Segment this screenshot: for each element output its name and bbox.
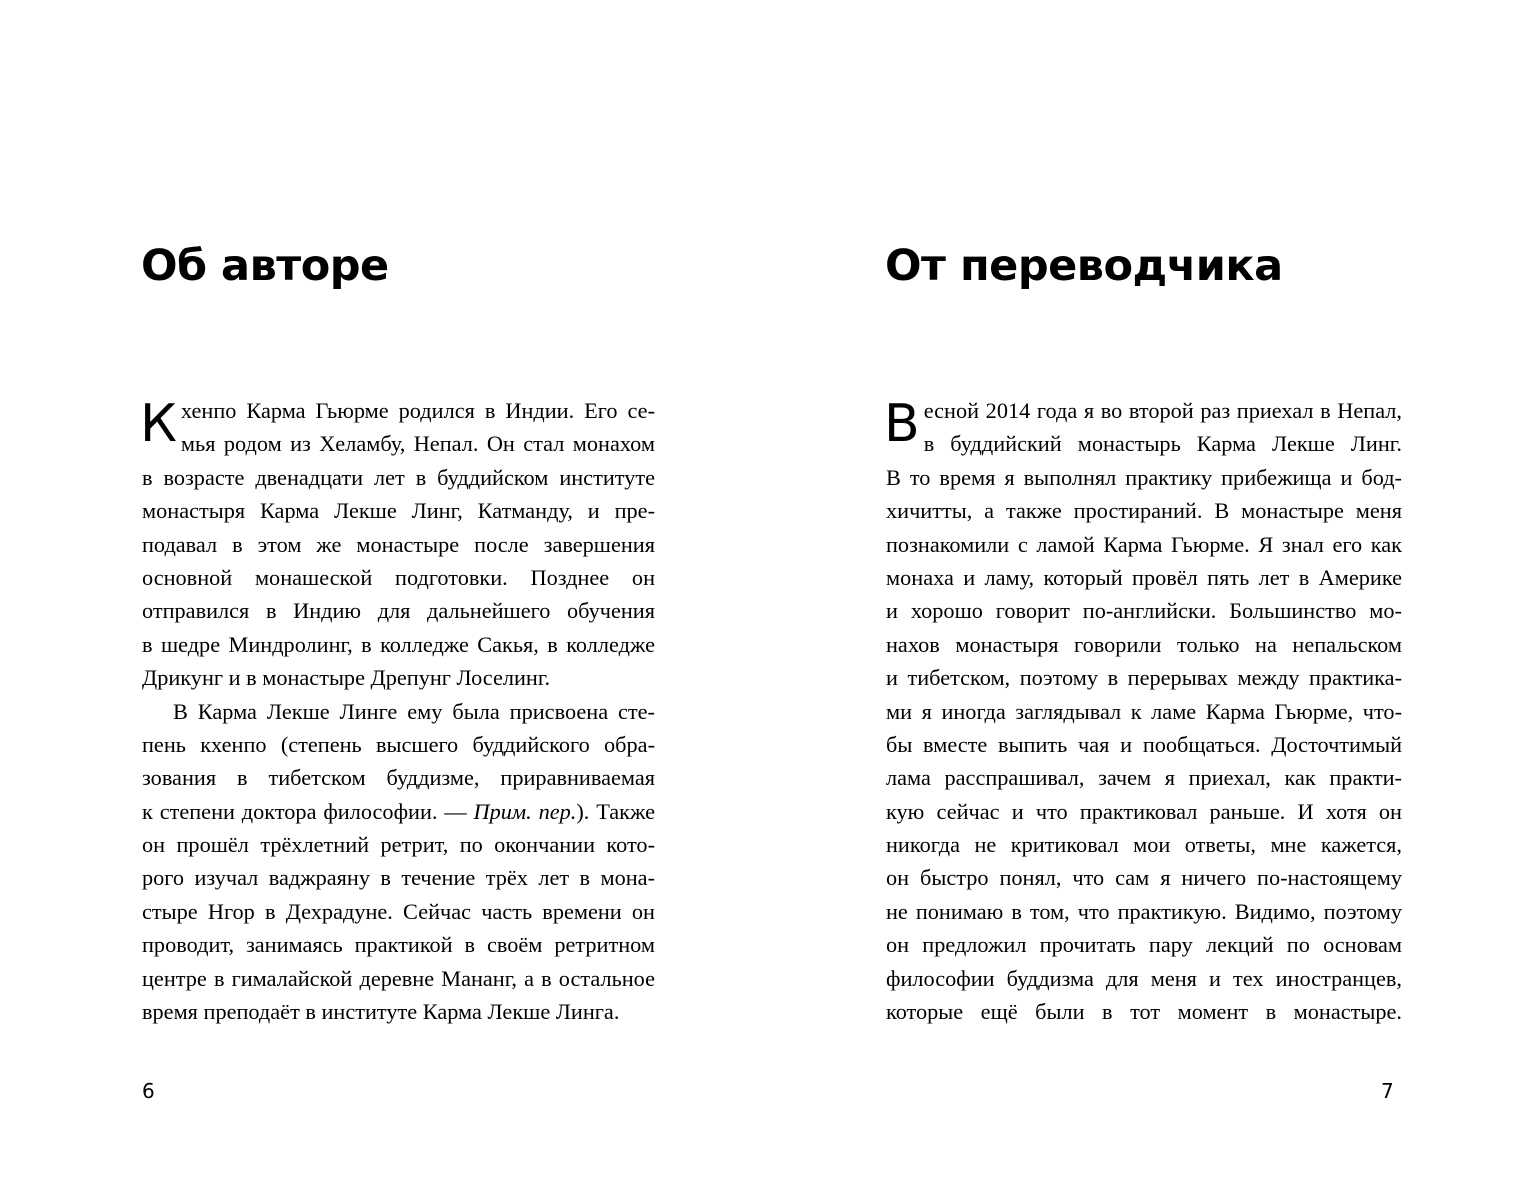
- text-line: проводит, занимаясь практикой в своём ретритном: [142, 932, 655, 958]
- left-page: [0, 0, 767, 1181]
- text-line: в буддийский монастырь Карма Лекше Линг.: [923, 431, 1402, 457]
- text-line: бы вместе выпить чая и пообщаться. Досточтимый: [886, 731, 1402, 757]
- text-line: есной 2014 года я во второй раз приехал в Непал,: [923, 398, 1402, 423]
- text-line: зования в тибетском буддизме, приравниваемая: [142, 765, 655, 791]
- text-line: хенпо Карма Гьюрме родился в Индии. Его се-: [180, 398, 655, 423]
- text-line: лама расспрашивал, зачем я приехал, как практи-: [886, 765, 1402, 791]
- text-line: рого изучал ваджраяну в течение трёх лет в мона-: [142, 865, 655, 891]
- text-line: философии буддизма для меня и тех иностранцев,: [886, 965, 1402, 991]
- text-line: монаха и ламу, который провёл пять лет в Америке: [886, 564, 1402, 590]
- text-line: Дрикунг и в монастыре Дрепунг Лоселинг.: [142, 665, 551, 691]
- translator-note: Прим. пер.: [473, 798, 577, 824]
- text-line: кую сейчас и что практиковал раньше. И хотя он: [886, 798, 1402, 824]
- text-line: пень кхенпо (степень высшего буддийского обра-: [142, 731, 655, 757]
- text-line: которые ещё были в тот момент в монастыре.: [886, 999, 1402, 1025]
- text-line: подавал в этом же монастыре после завершения: [142, 531, 655, 557]
- text-line: мья родом из Хеламбу, Непал. Он стал монахом: [180, 431, 655, 457]
- left-page-body: [142, 394, 655, 1028]
- text-line: в возрасте двенадцати лет в буддийском институте: [142, 464, 655, 490]
- text-line: и тибетском, поэтому в перерывах между практика-: [886, 665, 1402, 691]
- right-page-heading: От переводчика: [885, 241, 1283, 291]
- text-line: [142, 795, 655, 828]
- right-page-body: [886, 394, 1402, 1028]
- text-line: ми я иногда заглядывал к ламе Карма Гьюрме, что-: [886, 698, 1402, 724]
- text-line: В то время я выполнял практику прибежища и бод-: [886, 464, 1402, 490]
- text-line: в шедре Миндролинг, в колледже Сакья, в колледже: [142, 631, 655, 657]
- text-line: В Карма Лекше Линге ему была присвоена сте-: [173, 698, 655, 724]
- left-dropcap: К: [140, 394, 177, 454]
- text-line: и хорошо говорит по-английски. Большинство мо-: [886, 598, 1402, 624]
- right-dropcap: В: [884, 394, 920, 454]
- text-line: никогда не критиковал мои ответы, мне кажется,: [886, 832, 1402, 858]
- text-segment: ). Также: [576, 798, 656, 824]
- text-line: он предложил прочитать пару лекций по основам: [886, 932, 1402, 958]
- text-segment: к степени доктора философии. —: [142, 798, 474, 824]
- left-page-heading: Об авторе: [141, 241, 389, 291]
- text-line: хичитты, а также простираний. В монастыре меня: [886, 498, 1402, 524]
- text-line: нахов монастыря говорили только на непальском: [886, 631, 1402, 657]
- text-line: монастыря Карма Лекше Линг, Катманду, и пре-: [142, 498, 655, 524]
- text-line: он прошёл трёхлетний ретрит, по окончании кото-: [142, 832, 655, 858]
- text-line: он быстро понял, что сам я ничего по-настоящему: [886, 865, 1402, 891]
- text-line: время преподаёт в институте Карма Лекше Линга.: [142, 999, 620, 1025]
- text-line: центре в гималайской деревне Мананг, а в остальное: [142, 965, 655, 991]
- text-line: отправился в Индию для дальнейшего обучения: [142, 598, 655, 624]
- right-page: [767, 0, 1535, 1181]
- page-number: 7: [1381, 1079, 1394, 1103]
- text-line: основной монашеской подготовки. Позднее он: [142, 564, 655, 590]
- text-line: познакомили с ламой Карма Гьюрме. Я знал его как: [886, 531, 1402, 557]
- text-line: не понимаю в том, что практикую. Видимо, поэтому: [886, 898, 1402, 924]
- text-line: стыре Нгор в Дехрадуне. Сейчас часть времени он: [142, 898, 655, 924]
- page-number: 6: [142, 1079, 155, 1103]
